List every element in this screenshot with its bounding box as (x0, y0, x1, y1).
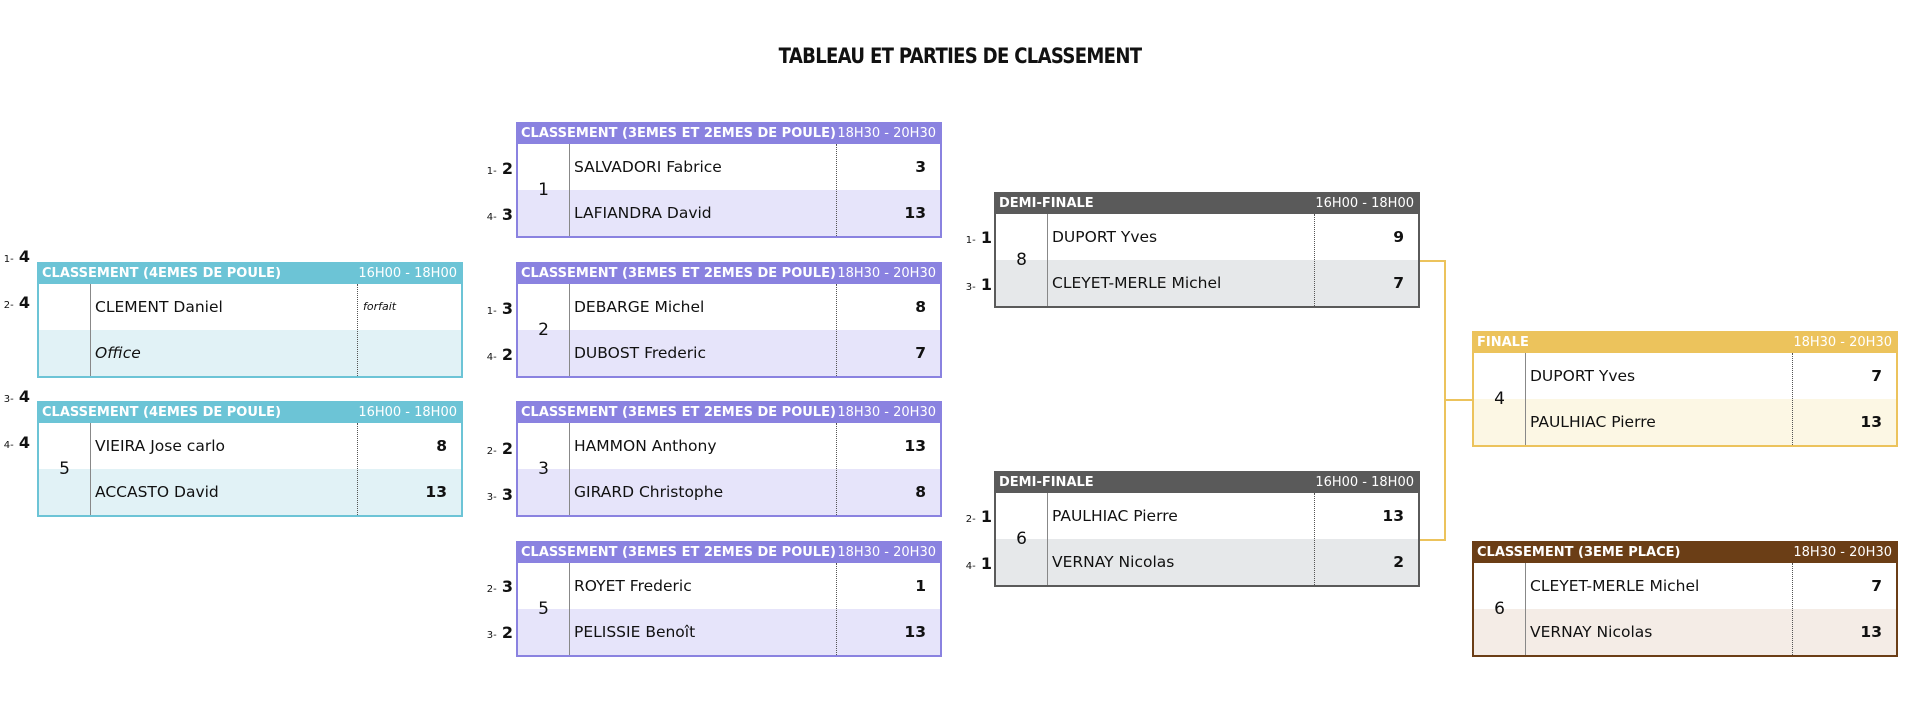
seed-3b: 4- 2 (486, 345, 513, 364)
seed-6a: 1- 1 (965, 228, 992, 247)
seed-2b: 4- 3 (486, 205, 513, 224)
terrain-number: 6 (996, 493, 1048, 585)
seed-4a: 2- 2 (486, 439, 513, 458)
score-b: 8 (915, 483, 926, 501)
seed-7b: 4- 1 (965, 554, 992, 573)
terrain-number (39, 284, 91, 376)
match-header: CLASSEMENT (3EMES ET 2EMES DE POULE) 18H30 - 20H30 (518, 543, 940, 563)
score-b: 2 (1393, 553, 1404, 571)
player-a: CLEYET-MERLE Michel (1530, 577, 1700, 595)
terrain-number: 1 (518, 144, 570, 236)
score-a: 1 (915, 577, 926, 595)
player-a: DEBARGE Michel (574, 298, 705, 316)
player-b: Office (95, 344, 141, 362)
seed-5a: 2- 3 (486, 577, 513, 596)
terrain-number: 5 (39, 423, 91, 515)
player-b: PELISSIE Benoît (574, 623, 696, 641)
match-header: DEMI-FINALE 16H00 - 18H00 (996, 473, 1418, 493)
score-b: 13 (425, 483, 447, 501)
score-b: 13 (1860, 623, 1882, 641)
score-a: 9 (1393, 228, 1404, 246)
terrain-number: 5 (518, 563, 570, 655)
bracket-connector (1444, 399, 1473, 401)
score-a: 7 (1871, 577, 1882, 595)
match-header: CLASSEMENT (4EMES DE POULE) 16H00 - 18H00 (39, 403, 461, 423)
player-a: ROYET Frederic (574, 577, 692, 595)
match-header: DEMI-FINALE 16H00 - 18H00 (996, 194, 1418, 214)
seed-4b: 3- 3 (486, 485, 513, 504)
match-header: CLASSEMENT (4EMES DE POULE) 16H00 - 18H00 (39, 264, 461, 284)
match-card-classement-3emes-2 (516, 262, 942, 378)
match-card-3eme-place (1472, 541, 1898, 657)
terrain-number: 4 (1474, 353, 1526, 445)
seed-6b: 3- 1 (965, 275, 992, 294)
match-header: CLASSEMENT (3EMES ET 2EMES DE POULE) 18H30 - 20H30 (518, 124, 940, 144)
terrain-number: 3 (518, 423, 570, 515)
score-b: 13 (904, 623, 926, 641)
score-b: 13 (904, 204, 926, 222)
terrain-number: 6 (1474, 563, 1526, 655)
terrain-number: 2 (518, 284, 570, 376)
player-b: LAFIANDRA David (574, 204, 712, 222)
player-a: DUPORT Yves (1530, 367, 1636, 385)
match-card-classement-3emes-1 (516, 122, 942, 238)
match-card-finale (1472, 331, 1898, 447)
player-b: GIRARD Christophe (574, 483, 724, 501)
seed-1a: 3- 4 (3, 387, 30, 406)
match-card-classement-4emes-2 (37, 401, 463, 517)
player-a: CLEMENT Daniel (95, 298, 223, 316)
player-a: DUPORT Yves (1052, 228, 1158, 246)
match-card-classement-3emes-3 (516, 401, 942, 517)
seed-3a: 1- 3 (486, 299, 513, 318)
score-a: forfait (363, 300, 397, 313)
match-header: CLASSEMENT (3EME PLACE) 18H30 - 20H30 (1474, 543, 1896, 563)
seed-5b: 3- 2 (486, 623, 513, 642)
score-a: 8 (436, 437, 447, 455)
player-a: VIEIRA Jose carlo (95, 437, 225, 455)
match-card-demi-finale-1 (994, 192, 1420, 308)
seed-7a: 2- 1 (965, 507, 992, 526)
score-a: 13 (1382, 507, 1404, 525)
bracket-connector (1420, 539, 1445, 541)
terrain-number: 8 (996, 214, 1048, 306)
bracket-connector (1420, 260, 1445, 262)
player-b: VERNAY Nicolas (1530, 623, 1653, 641)
player-b: DUBOST Frederic (574, 344, 707, 362)
player-b: VERNAY Nicolas (1052, 553, 1175, 571)
match-card-classement-4emes-1 (37, 262, 463, 378)
score-a: 3 (915, 158, 926, 176)
match-header: FINALE 18H30 - 20H30 (1474, 333, 1896, 353)
player-a: PAULHIAC Pierre (1052, 507, 1178, 525)
seed-1b: 4- 4 (3, 433, 30, 452)
score-a: 7 (1871, 367, 1882, 385)
player-b: ACCASTO David (95, 483, 219, 501)
seed-0a: 1- 4 (3, 247, 30, 266)
player-a: HAMMON Anthony (574, 437, 717, 455)
player-b: PAULHIAC Pierre (1530, 413, 1656, 431)
match-card-classement-3emes-4 (516, 541, 942, 657)
score-a: 8 (915, 298, 926, 316)
page-title: TABLEAU ET PARTIES DE CLASSEMENT (778, 44, 1142, 68)
match-header: CLASSEMENT (3EMES ET 2EMES DE POULE) 18H30 - 20H30 (518, 403, 940, 423)
player-a: SALVADORI Fabrice (574, 158, 722, 176)
player-b: CLEYET-MERLE Michel (1052, 274, 1222, 292)
score-b: 7 (1393, 274, 1404, 292)
match-card-demi-finale-2 (994, 471, 1420, 587)
score-a: 13 (904, 437, 926, 455)
score-b: 13 (1860, 413, 1882, 431)
seed-0b: 2- 4 (3, 293, 30, 312)
seed-2a: 1- 2 (486, 159, 513, 178)
score-b: 7 (915, 344, 926, 362)
match-header: CLASSEMENT (3EMES ET 2EMES DE POULE) 18H30 - 20H30 (518, 264, 940, 284)
